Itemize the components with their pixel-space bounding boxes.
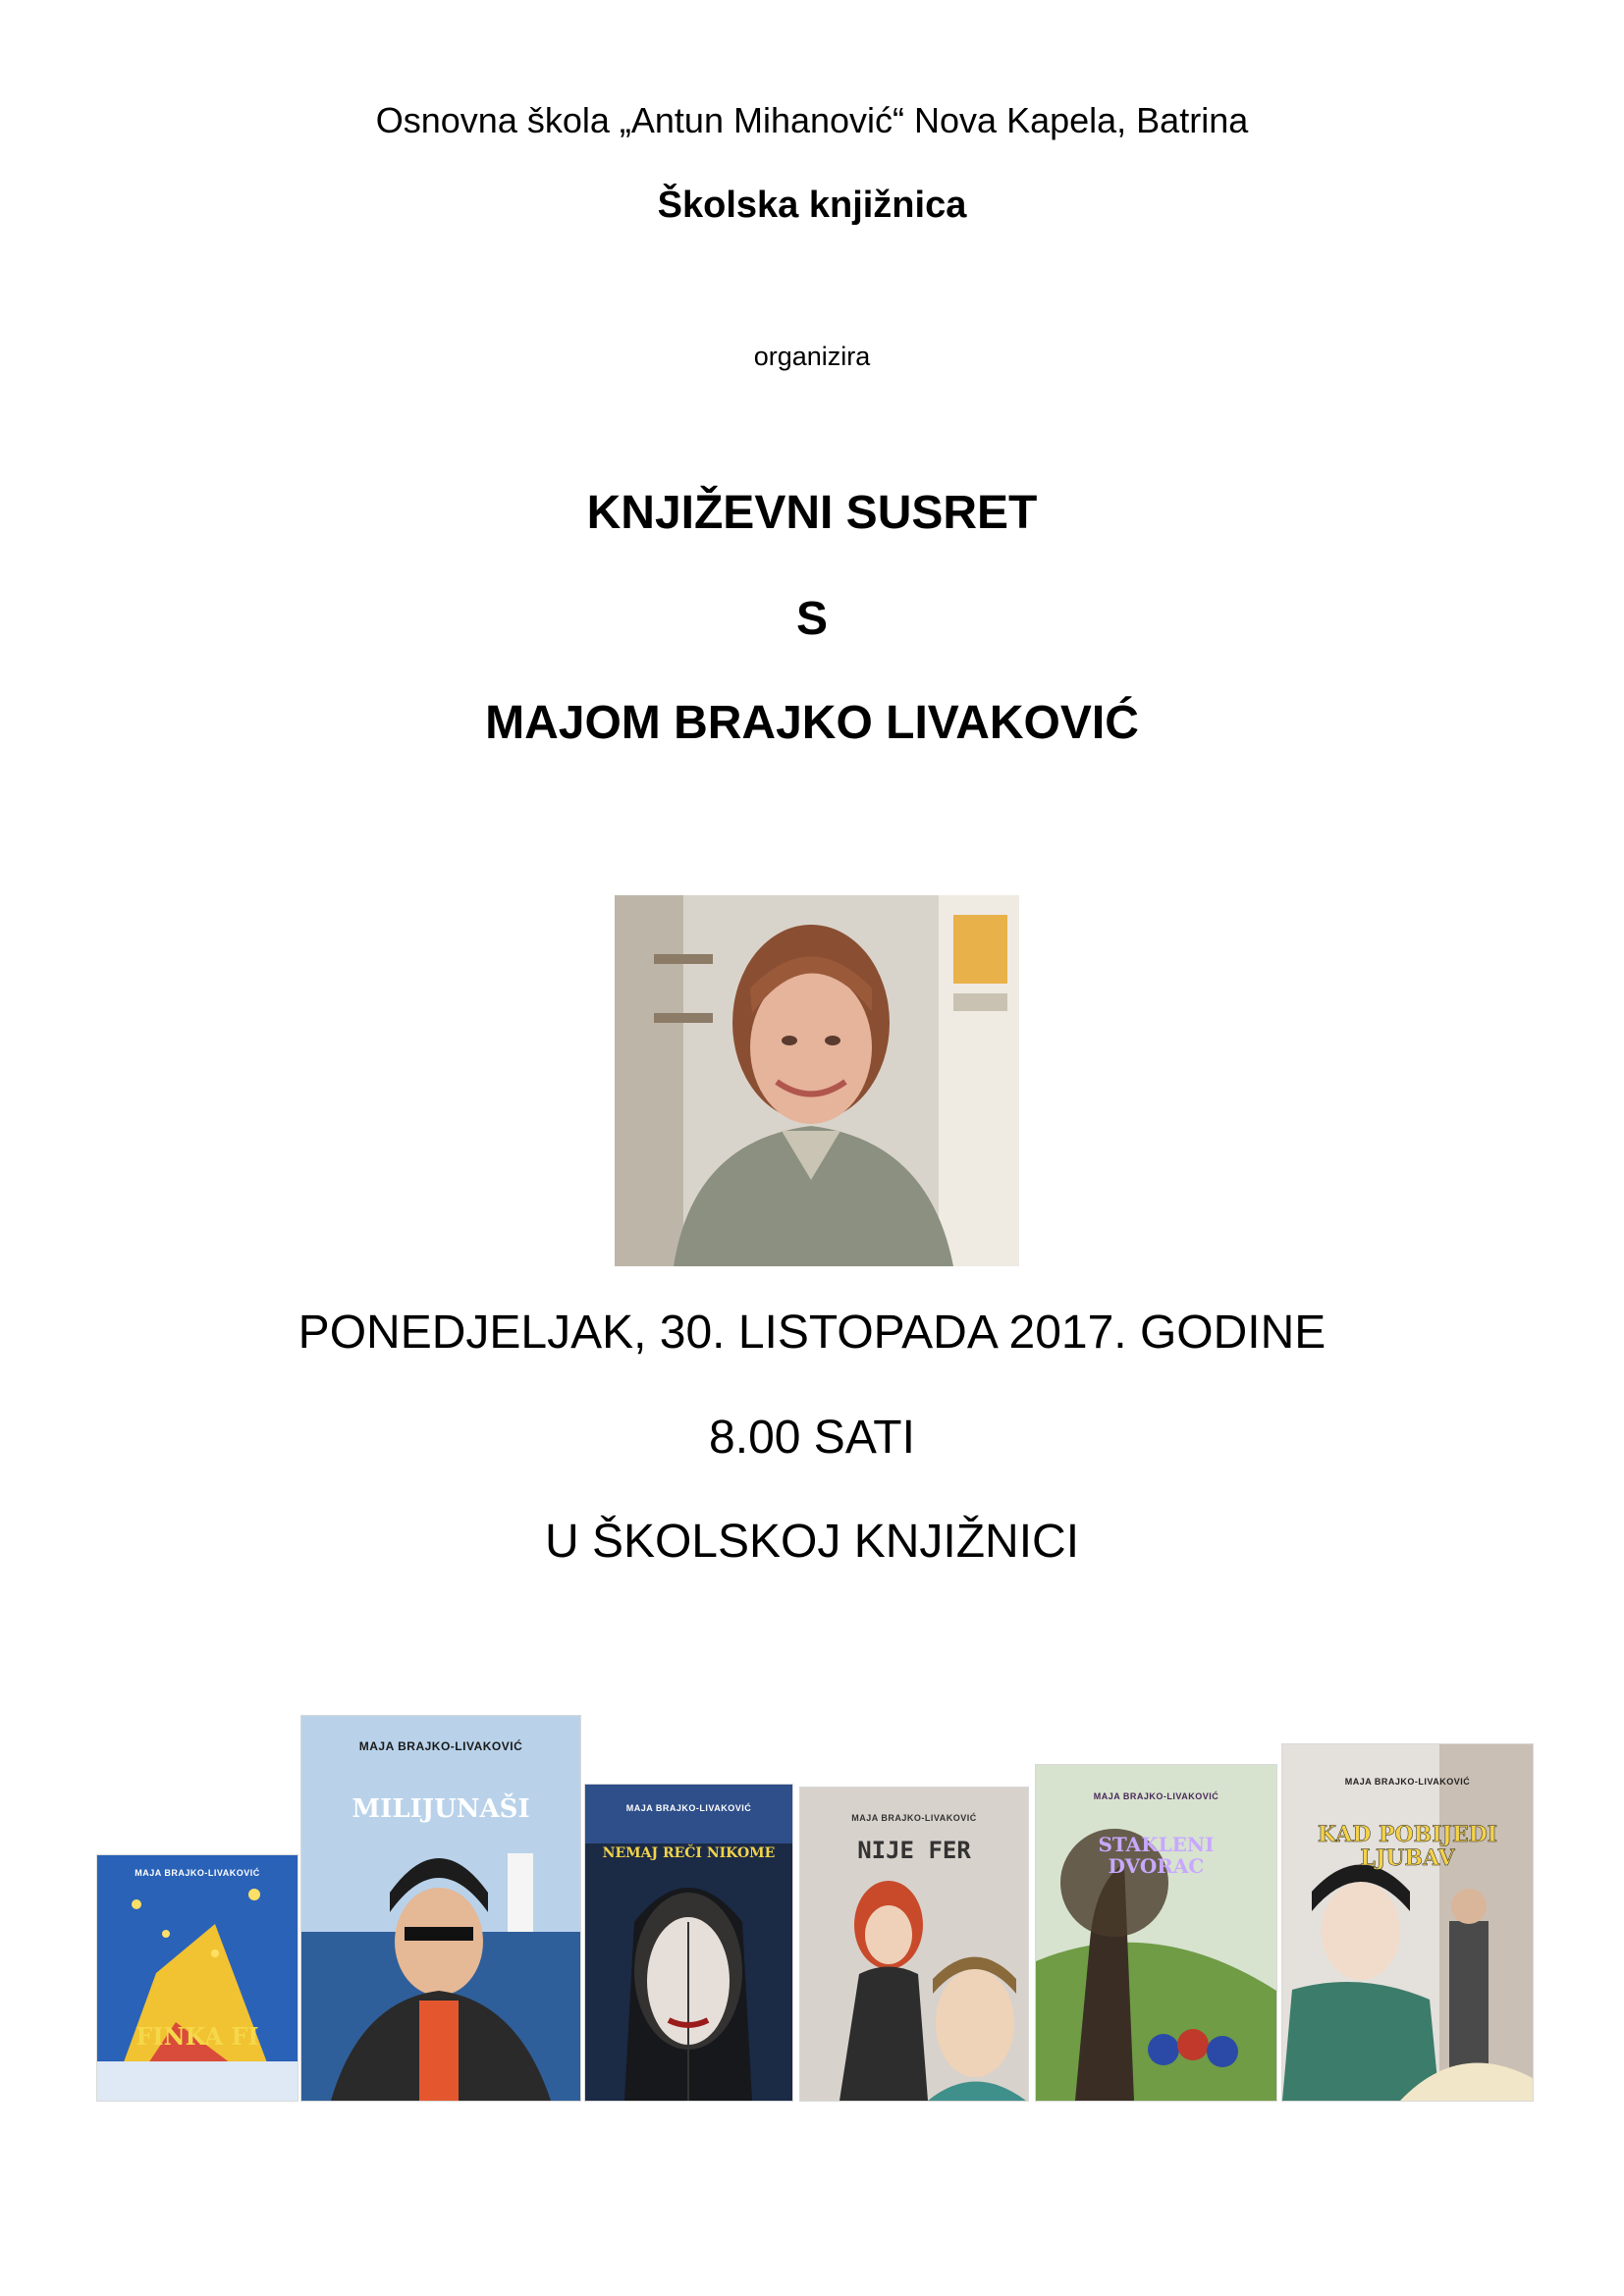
school-name: Osnovna škola „Antun Mihanović“ Nova Kapela, Batrina xyxy=(375,100,1249,140)
event-time: 8.00 SATI xyxy=(709,1412,915,1464)
headline-with: S xyxy=(795,593,828,645)
book-author: MAJA BRAJKO-LIVAKOVIĆ xyxy=(358,1738,523,1753)
book-author: MAJA BRAJKO-LIVAKOVIĆ xyxy=(1344,1776,1471,1787)
library-name: Školska knjižnica xyxy=(657,185,967,226)
book-cover-finka-fi xyxy=(97,1855,298,2101)
book-author: MAJA BRAJKO-LIVAKOVIĆ xyxy=(135,1867,260,1878)
headline-event: KNJIŽEVNI SUSRET xyxy=(586,487,1038,539)
author-photo xyxy=(615,895,1019,1266)
book-title: STAKLENI DVORAC xyxy=(1098,1833,1215,1878)
headline-author: MAJOM BRAJKO LIVAKOVIĆ xyxy=(485,697,1139,749)
book-cover-stakleni-dvorac xyxy=(1036,1765,1276,2101)
book-title: NEMAJ REČI NIKOME xyxy=(602,1845,776,1861)
book-title: KAD POBIJEDI LJUBAV xyxy=(1317,1822,1498,1872)
book-title: NIJE FER xyxy=(857,1837,971,1864)
book-title: MILIJUNAŠI xyxy=(352,1794,530,1824)
book-title: FINKA FI xyxy=(135,2022,259,2051)
event-date: PONEDJELJAK, 30. LISTOPADA 2017. GODINE xyxy=(298,1307,1326,1359)
book-cover-kad-pobijedi-ljubav xyxy=(1282,1744,1533,2101)
book-cover-nije-fer xyxy=(800,1788,1028,2101)
book-cover-milijunasi xyxy=(301,1716,580,2101)
book-cover-nemaj-reci-nikome xyxy=(585,1785,792,2101)
book-author: MAJA BRAJKO-LIVAKOVIĆ xyxy=(1093,1791,1219,1802)
book-author: MAJA BRAJKO-LIVAKOVIĆ xyxy=(625,1803,752,1814)
organizes-text: organizira xyxy=(753,342,871,371)
book-author: MAJA BRAJKO-LIVAKOVIĆ xyxy=(851,1812,977,1823)
event-place: U ŠKOLSKOJ KNJIŽNICI xyxy=(544,1516,1080,1568)
